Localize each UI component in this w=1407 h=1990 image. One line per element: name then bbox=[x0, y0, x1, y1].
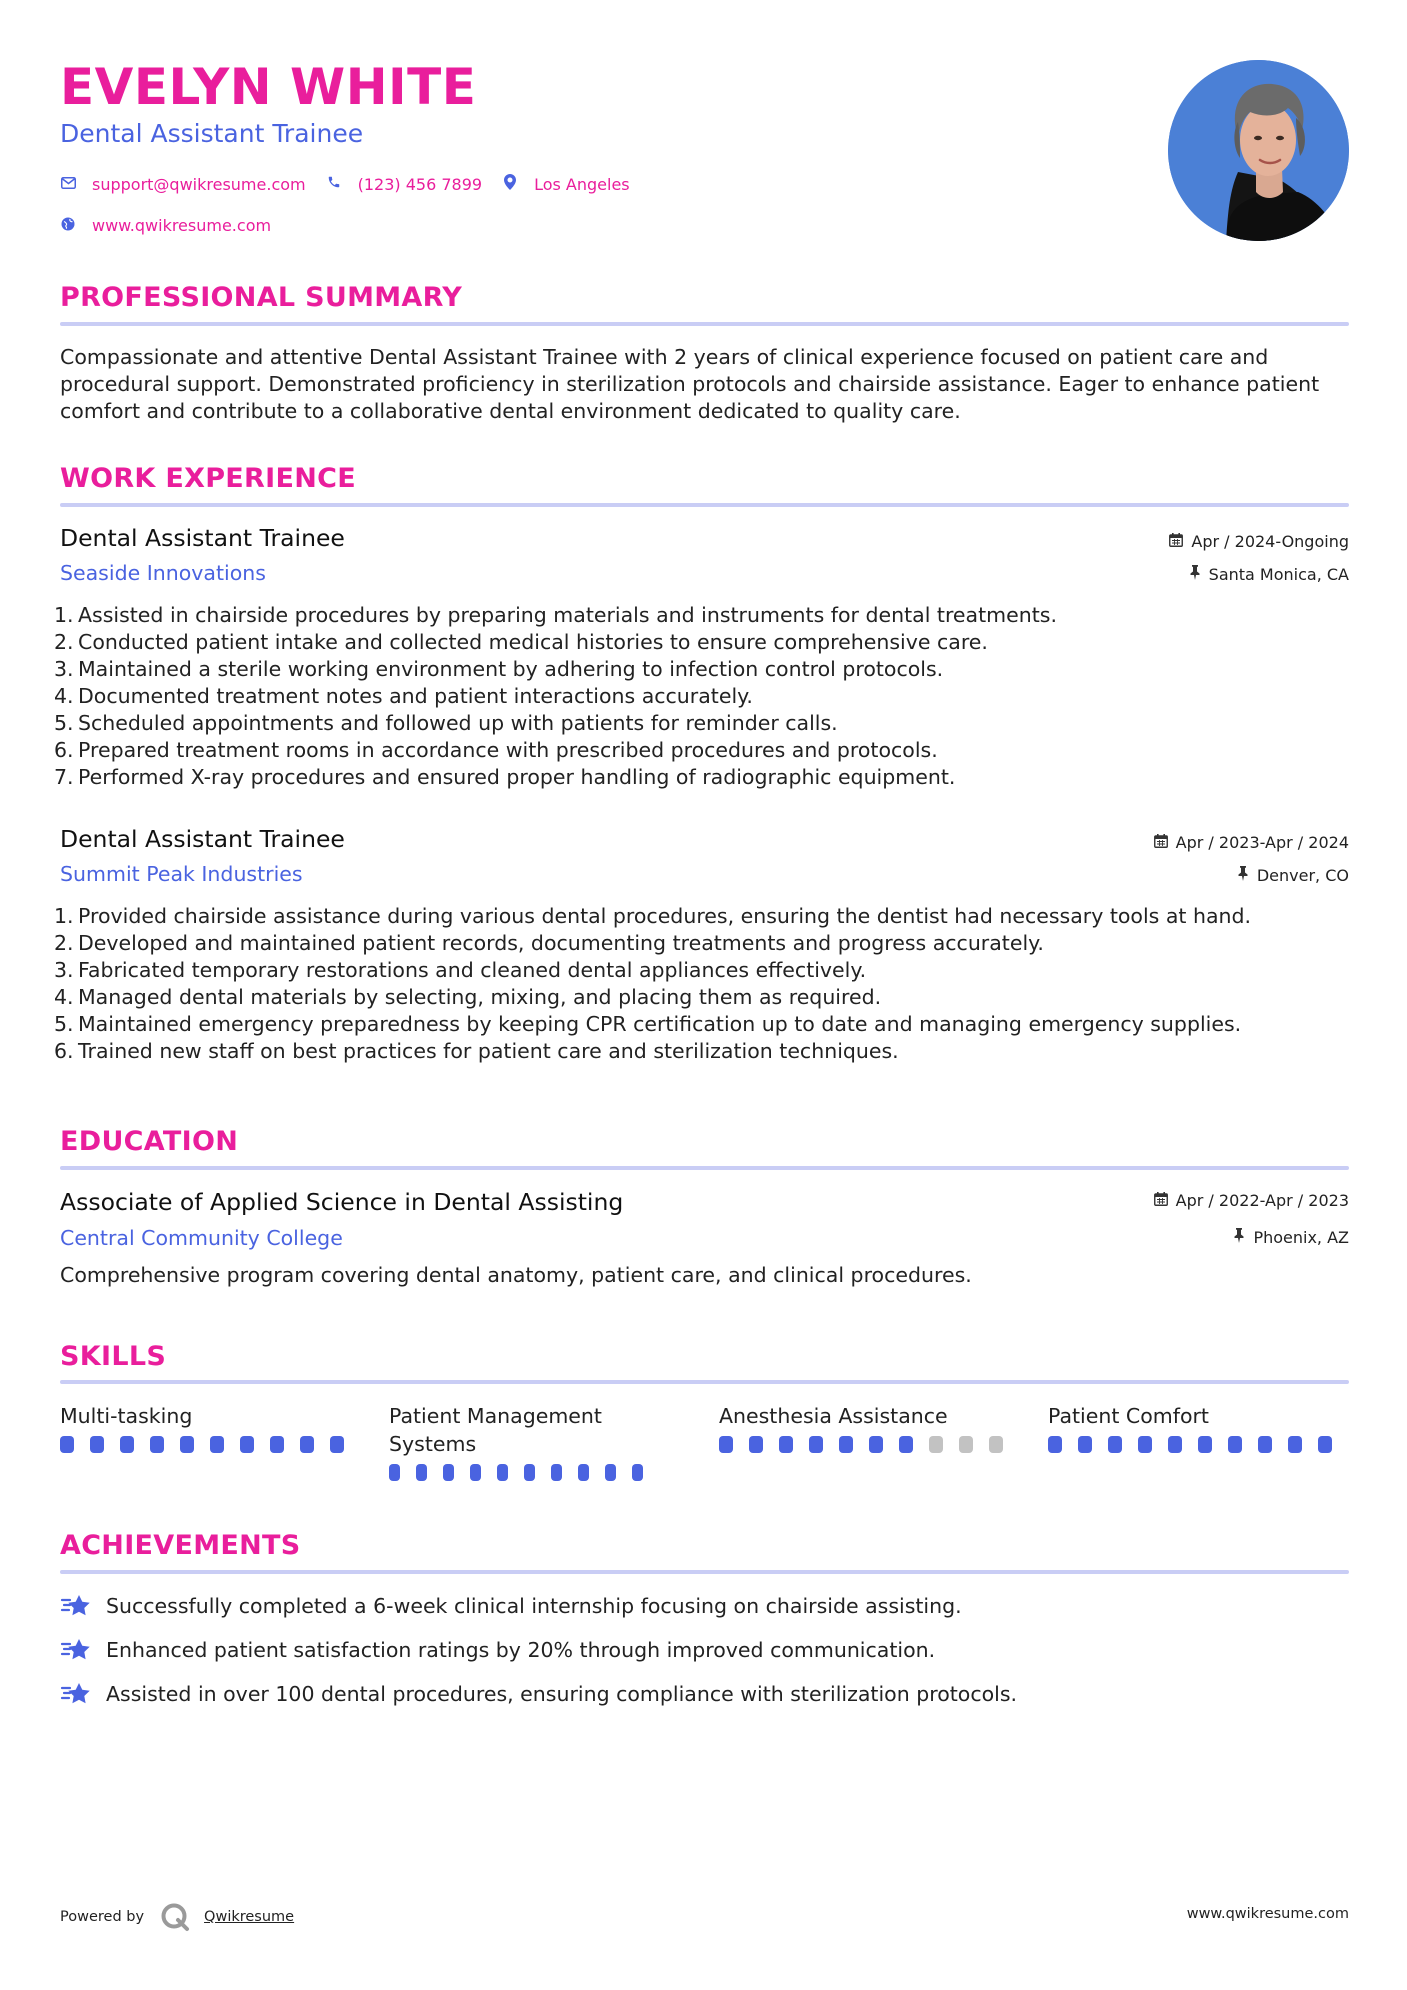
list-item: 2. Conducted patient intake and collected medical histories to ensure comprehensive care. bbox=[54, 630, 988, 654]
section-divider bbox=[60, 503, 1349, 507]
candidate-title: Dental Assistant Trainee bbox=[60, 119, 364, 148]
skill-item bbox=[389, 1402, 659, 1481]
list-item: 1. Assisted in chairside procedures by preparing materials and instruments for dental treatments. bbox=[54, 603, 1057, 627]
rating-dot-filled bbox=[1078, 1436, 1092, 1453]
section-divider bbox=[60, 322, 1349, 326]
star-icon bbox=[60, 1636, 92, 1664]
website-text: www.qwikresume.com bbox=[92, 216, 272, 235]
rating-dot-filled bbox=[899, 1436, 913, 1453]
contact-row-secondary bbox=[60, 216, 291, 235]
phone-icon bbox=[326, 175, 342, 193]
skill-label: Patient Management Systems bbox=[389, 1404, 602, 1456]
rating-dot-filled bbox=[470, 1464, 481, 1481]
pushpin-icon bbox=[1233, 1228, 1245, 1247]
list-item: 4. Managed dental materials by selecting, mixing, and placing them as required. bbox=[54, 985, 882, 1009]
education-location-text: Phoenix, AZ bbox=[1253, 1228, 1349, 1247]
rating-dot-empty bbox=[929, 1436, 943, 1453]
job-title: Dental Assistant Trainee bbox=[60, 825, 345, 853]
contact-row-primary bbox=[60, 174, 650, 194]
candidate-name: EVELYN WHITE bbox=[60, 58, 477, 116]
profile-photo bbox=[1168, 60, 1349, 241]
rating-dot-filled bbox=[120, 1436, 134, 1453]
job-location bbox=[1237, 866, 1349, 885]
achievement-item bbox=[60, 1592, 962, 1620]
rating-dot-filled bbox=[809, 1436, 823, 1453]
job-dates bbox=[1154, 833, 1349, 852]
pushpin-icon bbox=[1189, 565, 1201, 584]
rating-dot-filled bbox=[1288, 1436, 1302, 1453]
contact-location bbox=[502, 174, 630, 194]
skill-label: Anesthesia Assistance bbox=[719, 1404, 948, 1428]
contact-phone[interactable] bbox=[326, 175, 482, 194]
rating-dot-filled bbox=[389, 1464, 400, 1481]
rating-dot-filled bbox=[605, 1464, 616, 1481]
job-dates bbox=[1169, 532, 1349, 551]
section-divider bbox=[60, 1570, 1349, 1574]
list-item: 6. Trained new staff on best practices for patient care and sterilization techniques. bbox=[54, 1039, 899, 1063]
rating-dot-filled bbox=[779, 1436, 793, 1453]
rating-dot-filled bbox=[1228, 1436, 1242, 1453]
section-divider bbox=[60, 1380, 1349, 1384]
list-item: 5. Maintained emergency preparedness by keeping CPR certification up to date and managing emergency supplies. bbox=[54, 1012, 1242, 1036]
skill-rating bbox=[719, 1436, 1019, 1453]
rating-dot-empty bbox=[959, 1436, 973, 1453]
list-item: 7. Performed X-ray procedures and ensured proper handling of radiographic equipment. bbox=[54, 765, 956, 789]
education-degree: Associate of Applied Science in Dental Assisting bbox=[60, 1188, 624, 1216]
email-text: support@qwikresume.com bbox=[92, 174, 306, 194]
list-item: 3. Fabricated temporary restorations and cleaned dental appliances effectively. bbox=[54, 958, 867, 982]
rating-dot-filled bbox=[869, 1436, 883, 1453]
skill-rating bbox=[389, 1464, 659, 1481]
calendar-icon bbox=[1169, 533, 1183, 551]
qwikresume-logo-icon bbox=[160, 1902, 190, 1932]
rating-dot-filled bbox=[330, 1436, 344, 1453]
achievement-text: Assisted in over 100 dental procedures, ensuring compliance with sterilization protocols. bbox=[106, 1682, 1018, 1706]
contact-email[interactable] bbox=[60, 175, 306, 194]
rating-dot-filled bbox=[60, 1436, 74, 1453]
section-divider bbox=[60, 1166, 1349, 1170]
powered-by-label: Powered by bbox=[60, 1909, 145, 1925]
map-pin-icon bbox=[502, 174, 518, 194]
list-item: 5. Scheduled appointments and followed up with patients for reminder calls. bbox=[54, 711, 838, 735]
job-dates-text: Apr / 2024-Ongoing bbox=[1191, 532, 1349, 551]
education-school: Central Community College bbox=[60, 1226, 343, 1250]
rating-dot-filled bbox=[632, 1464, 643, 1481]
rating-dot-filled bbox=[578, 1464, 589, 1481]
rating-dot-filled bbox=[300, 1436, 314, 1453]
phone-text: (123) 456 7899 bbox=[357, 174, 483, 194]
list-item: 1. Provided chairside assistance during various dental procedures, ensuring the dentist had necessary tools at hand. bbox=[54, 904, 1252, 928]
rating-dot-filled bbox=[1138, 1436, 1152, 1453]
rating-dot-filled bbox=[1198, 1436, 1212, 1453]
contact-website[interactable] bbox=[60, 216, 271, 235]
skill-item bbox=[60, 1402, 360, 1453]
rating-dot-filled bbox=[1318, 1436, 1332, 1453]
rating-dot-filled bbox=[497, 1464, 508, 1481]
rating-dot-filled bbox=[416, 1464, 427, 1481]
education-location bbox=[1233, 1228, 1349, 1247]
location-text: Los Angeles bbox=[534, 174, 630, 194]
rating-dot-empty bbox=[989, 1436, 1003, 1453]
calendar-icon bbox=[1154, 834, 1168, 852]
achievement-item bbox=[60, 1680, 1017, 1708]
pushpin-icon bbox=[1237, 866, 1249, 885]
footer-powered-by bbox=[60, 1902, 294, 1932]
star-icon bbox=[60, 1680, 92, 1708]
job-location-text: Denver, CO bbox=[1256, 866, 1349, 885]
achievement-text: Successfully completed a 6-week clinical internship focusing on chairside assisting. bbox=[106, 1594, 962, 1618]
rating-dot-filled bbox=[270, 1436, 284, 1453]
footer-website[interactable]: www.qwikresume.com bbox=[1186, 1906, 1349, 1922]
list-item: 3. Maintained a sterile working environment by adhering to infection control protocols. bbox=[54, 657, 944, 681]
job-company: Summit Peak Industries bbox=[60, 862, 303, 886]
rating-dot-filled bbox=[90, 1436, 104, 1453]
rating-dot-filled bbox=[1108, 1436, 1122, 1453]
list-item: 6. Prepared treatment rooms in accordance with prescribed procedures and protocols. bbox=[54, 738, 938, 762]
achievement-item bbox=[60, 1636, 935, 1664]
rating-dot-filled bbox=[240, 1436, 254, 1453]
skill-item bbox=[719, 1402, 1019, 1453]
rating-dot-filled bbox=[180, 1436, 194, 1453]
summary-heading: PROFESSIONAL SUMMARY bbox=[60, 282, 463, 313]
rating-dot-filled bbox=[443, 1464, 454, 1481]
skill-label: Patient Comfort bbox=[1048, 1404, 1209, 1428]
education-dates bbox=[1154, 1191, 1349, 1210]
education-description: Comprehensive program covering dental anatomy, patient care, and clinical procedures. bbox=[60, 1263, 972, 1287]
skill-rating bbox=[1048, 1436, 1348, 1453]
rating-dot-filled bbox=[719, 1436, 733, 1453]
education-heading: EDUCATION bbox=[60, 1126, 239, 1157]
list-item: 2. Developed and maintained patient records, documenting treatments and progress accurately. bbox=[54, 931, 1044, 955]
skills-heading: SKILLS bbox=[60, 1341, 167, 1372]
rating-dot-filled bbox=[749, 1436, 763, 1453]
job-bullets bbox=[54, 903, 1354, 1065]
rating-dot-filled bbox=[1048, 1436, 1062, 1453]
envelope-icon bbox=[60, 175, 76, 193]
education-dates-text: Apr / 2022-Apr / 2023 bbox=[1175, 1191, 1349, 1210]
rating-dot-filled bbox=[1168, 1436, 1182, 1453]
job-title: Dental Assistant Trainee bbox=[60, 524, 345, 552]
star-icon bbox=[60, 1592, 92, 1620]
rating-dot-filled bbox=[210, 1436, 224, 1453]
job-location-text: Santa Monica, CA bbox=[1208, 565, 1349, 584]
summary-text: Compassionate and attentive Dental Assistant Trainee with 2 years of clinical experience focused on patient care and procedural support. Demonstrated proficiency in sterilization protocols and chairside assistance. Eager to enhance patient comfort and contribute to a collaborative dental environment dedicated to quality care. bbox=[60, 345, 1320, 423]
calendar-icon bbox=[1154, 1192, 1168, 1210]
rating-dot-filled bbox=[551, 1464, 562, 1481]
skill-label: Multi-tasking bbox=[60, 1404, 193, 1428]
skill-item bbox=[1048, 1402, 1348, 1453]
rating-dot-filled bbox=[1258, 1436, 1272, 1453]
job-dates-text: Apr / 2023-Apr / 2024 bbox=[1175, 833, 1349, 852]
rating-dot-filled bbox=[524, 1464, 535, 1481]
job-location bbox=[1189, 565, 1349, 584]
skill-rating bbox=[60, 1436, 360, 1453]
job-company: Seaside Innovations bbox=[60, 561, 266, 585]
experience-heading: WORK EXPERIENCE bbox=[60, 463, 356, 494]
globe-icon bbox=[60, 217, 76, 235]
rating-dot-filled bbox=[839, 1436, 853, 1453]
list-item: 4. Documented treatment notes and patient interactions accurately. bbox=[54, 684, 753, 708]
rating-dot-filled bbox=[150, 1436, 164, 1453]
achievements-heading: ACHIEVEMENTS bbox=[60, 1530, 301, 1561]
job-bullets bbox=[54, 602, 1354, 791]
qwikresume-link[interactable]: Qwikresume bbox=[204, 1909, 295, 1925]
achievement-text: Enhanced patient satisfaction ratings by 20% through improved communication. bbox=[106, 1638, 936, 1662]
